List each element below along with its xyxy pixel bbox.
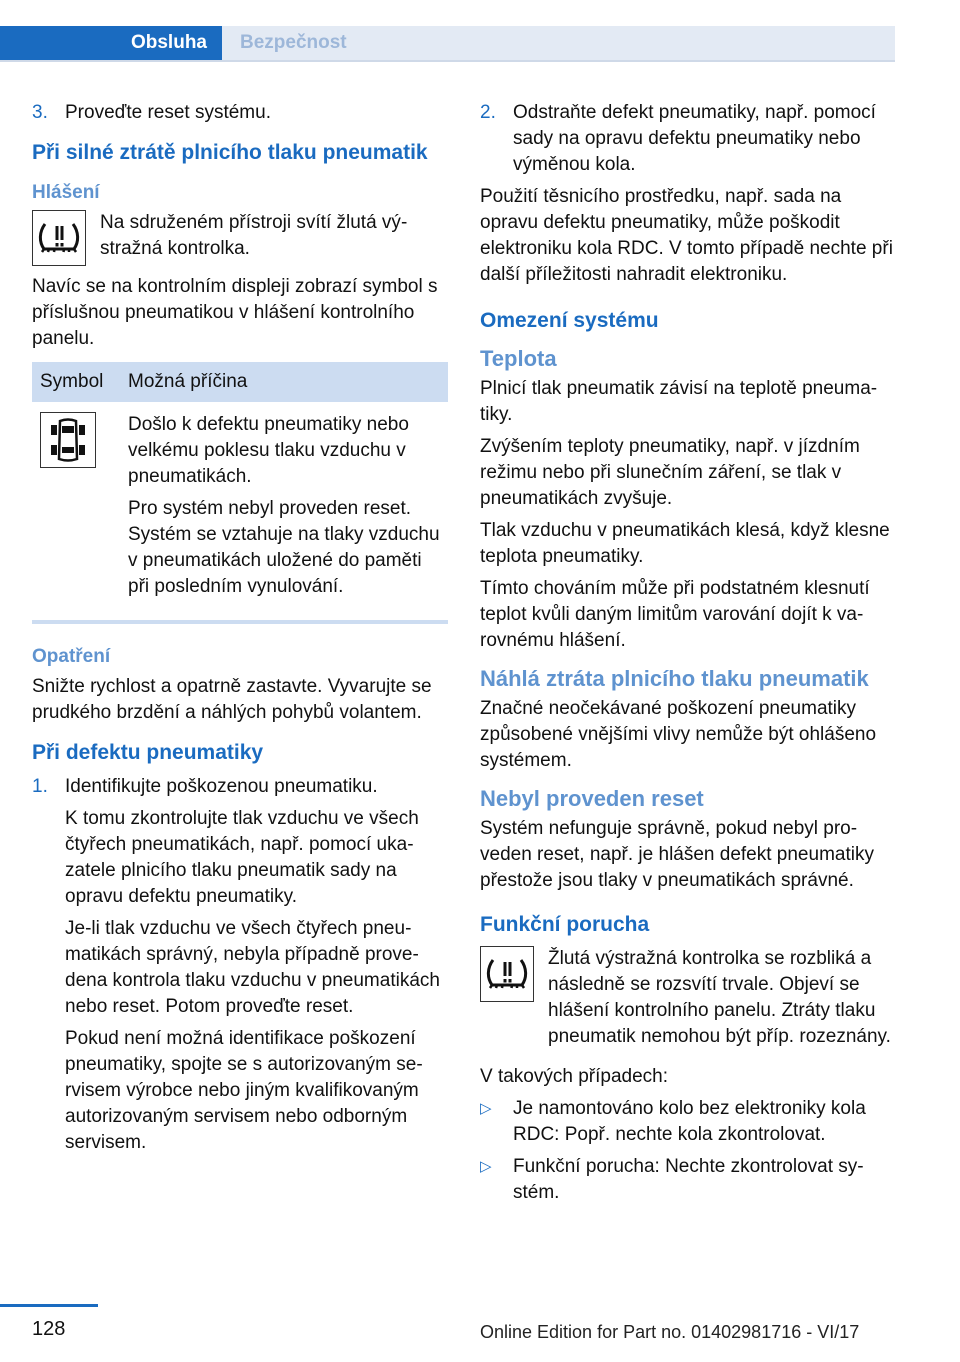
cause-text-1: Došlo k defektu pneumatiky nebo velkému poklesu tlaku vzduchu v pneumatikách. bbox=[128, 414, 409, 487]
table-row bbox=[32, 402, 448, 616]
paragraph-temp-1: Plnicí tlak pneumatik závisí na teplotě pneumatiky. bbox=[480, 378, 878, 425]
heading-temperature: Teplota bbox=[480, 346, 557, 371]
tire-pressure-warning-icon bbox=[32, 210, 86, 266]
header-divider bbox=[0, 60, 895, 62]
step-text: Odstraňte defekt pneumatiky, např. pomocí sady na opravu defektu pneumatiky nebo výměnou kola. bbox=[513, 102, 876, 175]
symbol-table bbox=[32, 362, 448, 616]
step-3 bbox=[32, 100, 448, 126]
malfunction-row bbox=[480, 946, 896, 1050]
paragraph-sealant: Použití těsnicího prostředku, např. sada na opravu defektu pneumatiky, může poškodit elektroniku kola RDC. V tomto případě nechte při další příležitosti nahradit elektroniku. bbox=[480, 186, 893, 285]
table-bottom-rule bbox=[32, 620, 448, 624]
step-1-paragraph-1: K tomu zkontrolujte tlak vzduchu ve všech čtyřech pneumatikách, např. pomocí ukazatele plnicího tlaku pneumatik sady na opravu defektu pneumatiky. bbox=[65, 808, 419, 907]
footer-rule bbox=[0, 1304, 98, 1307]
bullet-text: Funkční porucha: Nechte zkontrolovat systém. bbox=[513, 1156, 864, 1203]
bullet-marker: ▷ bbox=[480, 1100, 492, 1117]
step-text: Proveďte reset systému. bbox=[65, 102, 271, 123]
left-column bbox=[32, 100, 448, 1162]
bullet-marker: ▷ bbox=[480, 1158, 492, 1175]
paragraph-cases: V takových případech: bbox=[480, 1066, 668, 1087]
table-header-row bbox=[32, 362, 448, 402]
malfunction-text: Žlutá výstražná kontrolka se rozbliká a následně se rozsvítí trvale. Objeví se hlášení kontrolního panelu. Ztráty tlaku pneumatik nemohou být příp. rozeznány. bbox=[548, 948, 891, 1047]
step-number: 2. bbox=[480, 102, 496, 123]
step-2 bbox=[480, 100, 896, 178]
heading-malfunction: Funkční porucha bbox=[480, 913, 650, 936]
step-number: 1. bbox=[32, 776, 48, 797]
cause-text-2: Pro systém nebyl proveden reset. Systém se vztahuje na tlaky vzduchu v pneumatikách uložené do paměti při posledním vynulování. bbox=[128, 498, 440, 597]
step-1-paragraph-3: Pokud není možná identifikace poškození pneumatiky, spojte se s autorizovaným servisem výrobce nebo jiným kvalifikovaným autorizovaným servisem nebo odborným servisem. bbox=[65, 1028, 423, 1153]
heading-measures: Opatření bbox=[32, 646, 111, 667]
tab-bezpecnost[interactable] bbox=[222, 26, 895, 60]
list-item bbox=[480, 1154, 896, 1206]
heading-no-reset: Nebyl proveden reset bbox=[480, 786, 704, 811]
heading-limits: Omezení systému bbox=[480, 309, 659, 332]
step-1-paragraph-2: Je-li tlak vzduchu ve všech čtyřech pneumatikách správný, nebyla případně provedena kontrola tlaku vzduchu v pneumatikách nebo reset. Potom proveďte reset. bbox=[65, 918, 440, 1017]
step-text: Identifikujte poškozenou pneumatiku. bbox=[65, 776, 378, 797]
warning-text: Na sdruženém přístroji svítí žlutá výstražná kontrolka. bbox=[100, 212, 408, 259]
table-header-cause: Možná příčina bbox=[120, 362, 448, 402]
page-number: 128 bbox=[32, 1318, 66, 1340]
car-tire-symbol-icon bbox=[40, 412, 96, 468]
cause-cell bbox=[120, 402, 448, 616]
paragraph-sudden-loss: Značné neočekávané poškození pneumatiky způsobené vnějšími vlivy nemůže být ohlášeno systémem. bbox=[480, 698, 877, 771]
tab-bezpecnost-label: Bezpečnost bbox=[240, 32, 347, 53]
paragraph-temp-3: Tlak vzduchu v pneumatikách klesá, když klesne teplota pneumatiky. bbox=[480, 520, 890, 567]
step-number: 3. bbox=[32, 102, 48, 123]
right-column bbox=[480, 100, 896, 1212]
paragraph-display: Navíc se na kontrolním displeji zobrazí symbol s příslušnou pneumatikou v hlášení kontrolního panelu. bbox=[32, 276, 438, 349]
step-1 bbox=[32, 774, 448, 800]
heading-sudden-loss: Náhlá ztráta plnicího tlaku pneumatik bbox=[480, 666, 869, 691]
paragraph-measures: Snižte rychlost a opatrně zastavte. Vyvarujte se prudkého brzdění a náhlých pohybů volantem. bbox=[32, 676, 432, 723]
paragraph-temp-2: Zvýšením teploty pneumatiky, např. v jízdním režimu nebo při slunečním záření, se tlak v pneumatikách zvyšuje. bbox=[480, 436, 860, 509]
table-header-symbol: Symbol bbox=[32, 362, 120, 402]
tab-obsluha-label: Obsluha bbox=[130, 32, 207, 53]
header-tabs bbox=[0, 26, 895, 62]
paragraph-temp-4: Tímto chováním může při podstatném klesnutí teplot kvůli daným limitům varování dojít k varovnému hlášení. bbox=[480, 578, 870, 651]
list-item bbox=[480, 1096, 896, 1148]
warning-row bbox=[32, 210, 448, 266]
paragraph-no-reset: Systém nefunguje správně, pokud nebyl proveden reset, např. je hlášen defekt pneumatiky přestože jsou tlaky v pneumatikách správné. bbox=[480, 818, 874, 891]
heading-message: Hlášení bbox=[32, 182, 100, 203]
tire-pressure-warning-icon bbox=[480, 946, 534, 1002]
symbol-cell bbox=[32, 402, 120, 616]
bullet-text: Je namontováno kolo bez elektroniky kola RDC: Popř. nechte kola zkontrolovat. bbox=[513, 1098, 866, 1145]
heading-strong-loss: Při silné ztrátě plnicího tlaku pneumatik bbox=[32, 141, 428, 164]
heading-defect: Při defektu pneumatiky bbox=[32, 741, 264, 764]
tab-obsluha[interactable] bbox=[0, 26, 222, 60]
edition-note: Online Edition for Part no. 01402981716 - VI/17 bbox=[480, 1322, 860, 1342]
